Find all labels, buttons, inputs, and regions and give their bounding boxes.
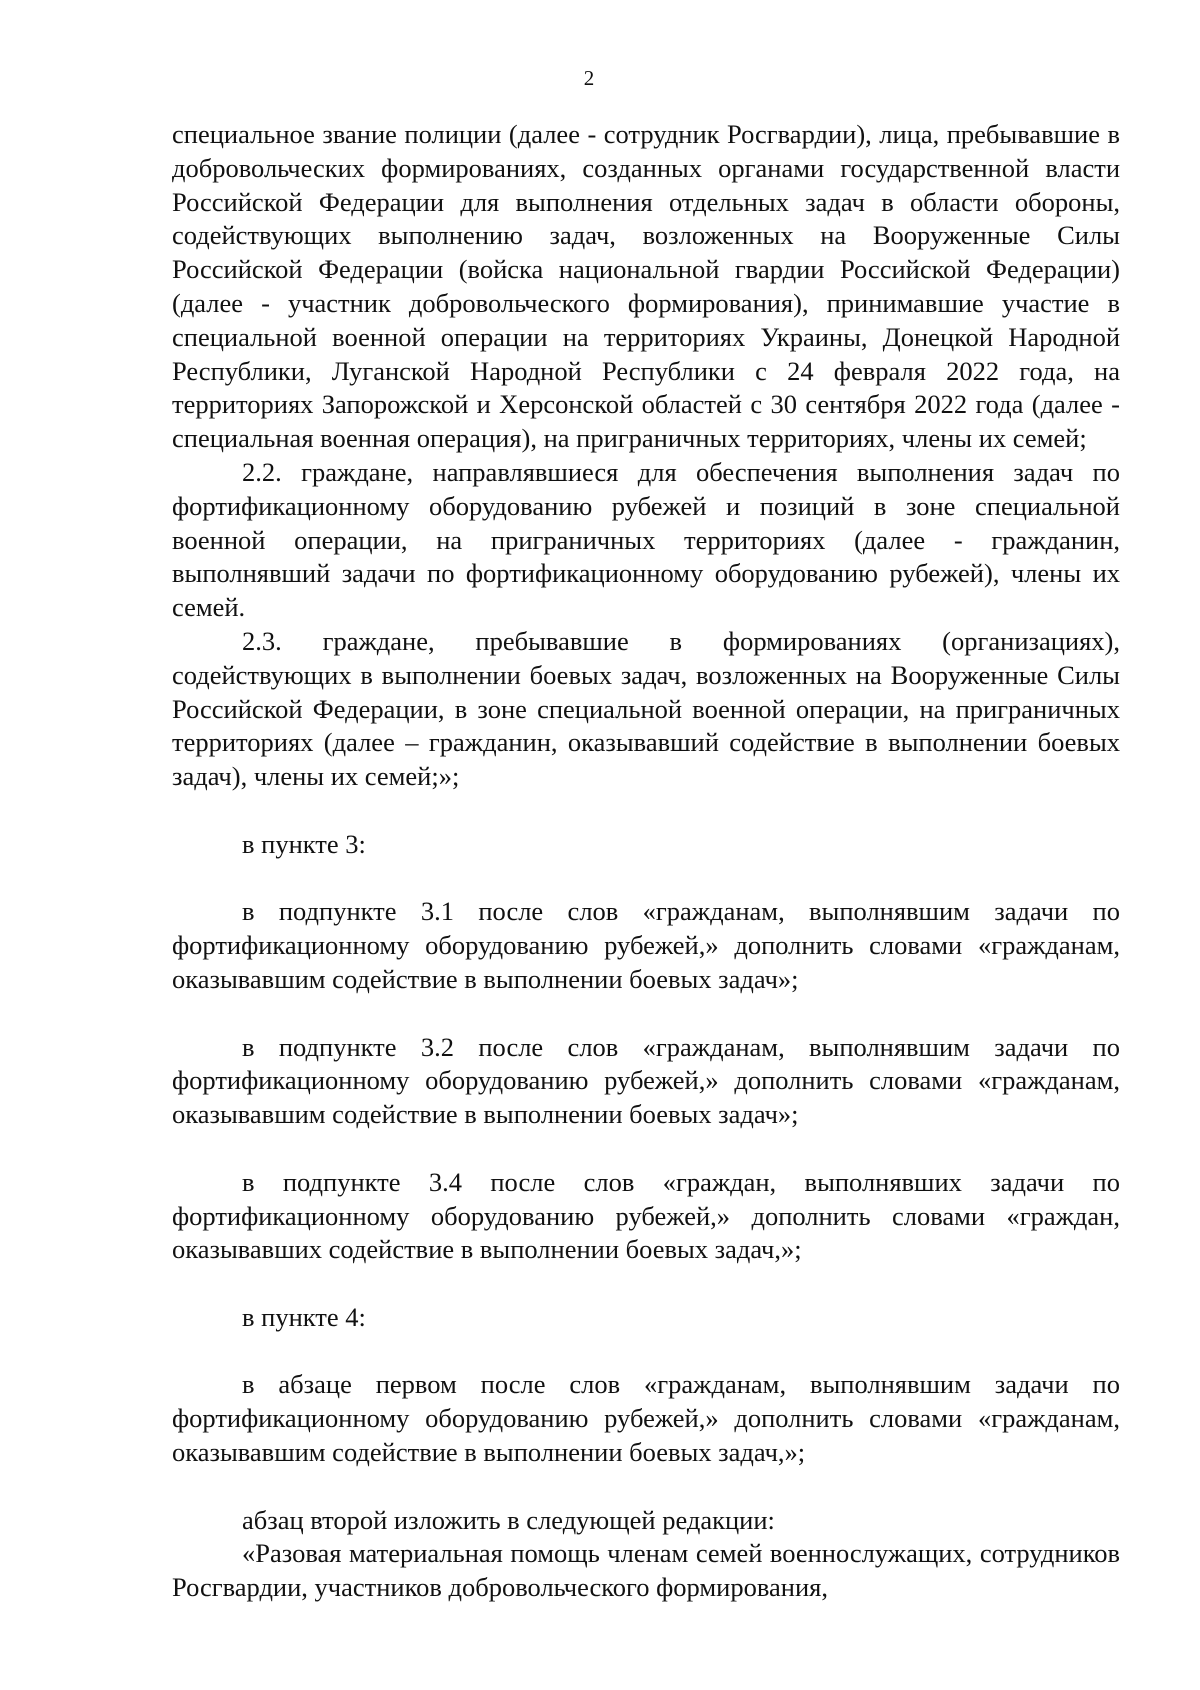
paragraph-continuation: специальное звание полиции (далее - сотрудник Росгвардии), лица, пребывавшие в добровольческих формированиях, созданных органами государственной власти Российской Федерации для выполнения отдельных задач в области обороны, содействующих выполнению задач, возложенных на Вооруженные Силы Российской Федерации (войска национальной гвардии Российской Федерации) (далее - участник добровольческого формирования), принимавшие участие в специальной военной операции на территориях Украины, Донецкой Народной Республики, Луганской Народной Республики с 24 февраля 2022 года, на территориях Запорожской и Херсонской областей с 30 сентября 2022 года (далее - специальная военная операция), на приграничных территориях, члены их семей; [172, 119, 1120, 454]
paragraph-new-wording: «Разовая материальная помощь членам семей военнослужащих, сотрудников Росгвардии, участников добровольческого формирования, [172, 1538, 1120, 1603]
paragraph-point-4-heading: в пункте 4: [242, 1301, 366, 1332]
paragraph-subpoint-3-2: в подпункте 3.2 после слов «гражданам, выполнявшим задачи по фортификационному оборудованию рубежей,» дополнить словами «гражданам, оказывавшим содействие в выполнении боевых задач»; [172, 1031, 1120, 1130]
paragraph-item-2-2: 2.2. граждане, направлявшиеся для обеспечения выполнения задач по фортификационному оборудованию рубежей и позиций в зоне специальной военной операции, на приграничных территориях (далее - гражданин, выполнявший задачи по фортификационному оборудованию рубежей), члены их семей. [172, 456, 1120, 623]
document-body [172, 118, 1120, 1605]
paragraph-second-abzac-heading: абзац второй изложить в следующей редакции: [242, 1504, 775, 1535]
paragraph-subpoint-3-1: в подпункте 3.1 после слов «гражданам, выполнявшим задачи по фортификационному оборудованию рубежей,» дополнить словами «гражданам, оказывавшим содействие в выполнении боевых задач»; [172, 896, 1120, 994]
paragraph-first-abzac: в абзаце первом после слов «гражданам, выполнявшим задачи по фортификационному оборудованию рубежей,» дополнить словами «гражданам, оказывавшим содействие в выполнении боевых задач,»; [172, 1369, 1120, 1468]
paragraph-subpoint-3-4: в подпункте 3.4 после слов «граждан, выполнявших задачи по фортификационному оборудованию рубежей,» дополнить словами «граждан, оказывавших содействие в выполнении боевых задач,»; [172, 1166, 1120, 1265]
paragraph-item-2-3: 2.3. граждане, пребывавшие в формированиях (организациях), содействующих в выполнении боевых задач, возложенных на Вооруженные Силы Российской Федерации, в зоне специальной военной операции, на приграничных территориях (далее – гражданин, оказывавший содействие в выполнении боевых задач), члены их семей;»; [172, 625, 1120, 792]
page-number: 2 [583, 66, 595, 90]
paragraph-point-3-heading: в пункте 3: [242, 828, 366, 859]
